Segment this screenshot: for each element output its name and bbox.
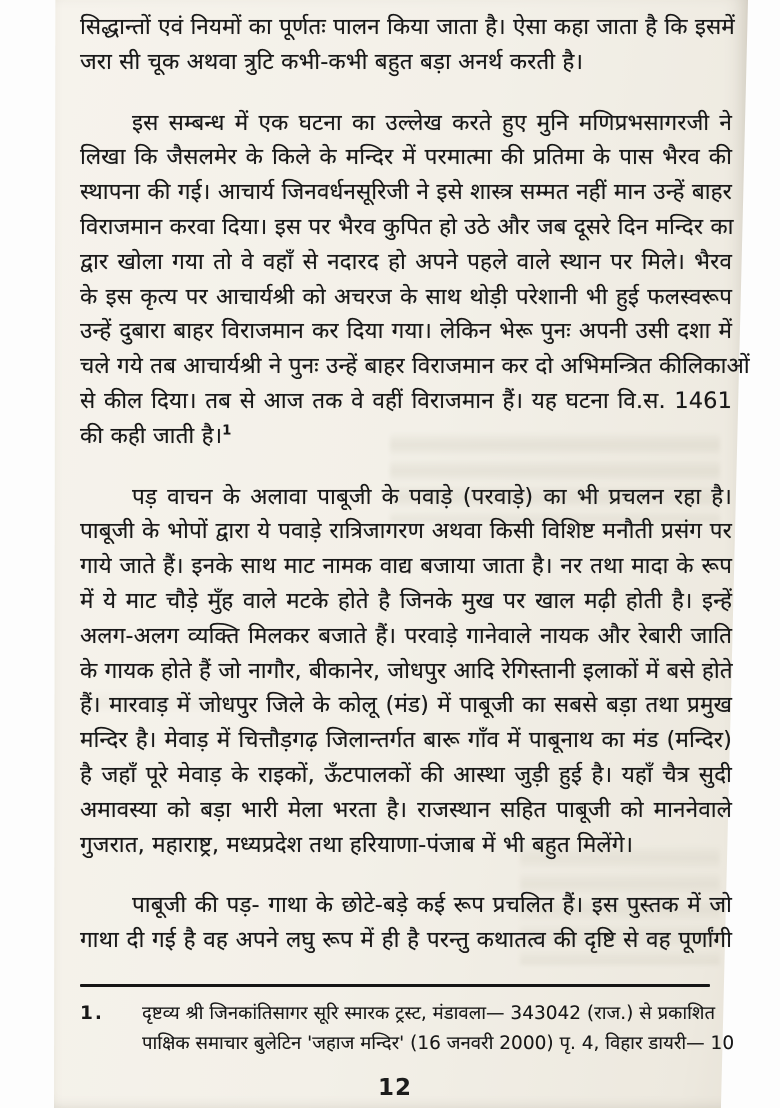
text-line: अलग-अलग व्यक्ति मिलकर बजाते हैं। परवाड़े गानेवाले नायक और रेबारी जाति — [80, 622, 732, 649]
text-line: हैं। मारवाड़ में जोधपुर जिले के कोलू (मंड) में पाबूजी का सबसे बड़ा तथा प्रमुख — [80, 692, 732, 719]
text-line: पड़ वाचन के अलावा पाबूजी के पवाड़े (परवाड़े) का भी प्रचलन रहा है। — [132, 483, 732, 510]
footnote-line: पाक्षिक समाचार बुलेटिन 'जहाज मन्दिर' (16 जनवरी 2000) पृ. 4, विहार डायरी— 10 — [142, 1032, 735, 1054]
text-line: स्थापना की गई। आचार्य जिनवर्धनसूरिजी ने इसे शास्त्र सम्मत नहीं मान उन्हें बाहर — [80, 179, 732, 206]
text-line: पाबूजी के भोपों द्वारा ये पवाड़े रात्रिजागरण अथवा किसी विशिष्ट मनौती प्रसंग पर — [80, 518, 732, 545]
text-line: के गायक होते हैं जो नागौर, बीकानेर, जोधपुर आदि रेगिस्तानी इलाकों में बसे होते — [80, 657, 733, 684]
text-line: में ये माट चौड़े मुँह वाले मटके होते है जिनके मुख पर खाल मढ़ी होती है। इन्हें — [80, 587, 732, 614]
text-line: जरा सी चूक अथवा त्रुटि कभी-कभी बहुत बड़ा अनर्थ करती है। — [80, 48, 584, 75]
text-line: से कील दिया। तब से आज तक वे वहीं विराजमान हैं। यह घटना वि.स. 1461 — [80, 387, 732, 414]
paragraph — [80, 10, 735, 80]
footnote-line: दृष्टव्य श्री जिनकांतिसागर सूरि स्मारक ट्रस्ट, मंडावला— 343042 (राज.) से प्रकाशित — [142, 1002, 716, 1024]
paragraph — [80, 888, 732, 958]
paragraph — [80, 106, 750, 454]
footnote — [80, 999, 735, 1059]
text-line-fragment: की कही जाती है। — [80, 422, 223, 449]
text-line: लिखा कि जैसलमेर के किले के मन्दिर में परमात्मा की प्रतिमा के पास भैरव की — [80, 144, 732, 171]
text-line — [80, 419, 732, 454]
text-line: विराजमान करवा दिया। इस पर भैरव कुपित हो उठे और जब दूसरे दिन मन्दिर का — [80, 213, 734, 240]
footnote-marker: 1. — [80, 1002, 104, 1024]
text-line: गाये जाते हैं। इनके साथ माट नामक वाद्य बजाया जाता है। नर तथा मादा के रूप — [80, 553, 732, 580]
text-line: उन्हें दुबारा बाहर विराजमान कर दिया गया। लेकिन भेरू पुनः अपनी उसी दशा में — [80, 318, 732, 345]
text-line: अमावस्या को बड़ा भारी मेला भरता है। राजस्थान सहित पाबूजी को माननेवाले — [80, 796, 732, 823]
text-line: है जहाँ पूरे मेवाड़ के राइकों, ऊँटपालकों की आस्था जुड़ी हुई है। यहाँ चैत्र सुदी — [80, 761, 732, 788]
text-line: चले गये तब आचार्यश्री ने पुनः उन्हें बाहर विराजमान कर दो अभिमन्त्रित कीलिकाओं — [80, 353, 750, 380]
footnote-separator — [80, 984, 710, 987]
text-line: सिद्धान्तों एवं नियमों का पूर्णतः पालन किया जाता है। ऐसा कहा जाता है कि इसमें — [80, 14, 735, 40]
paragraph — [80, 480, 732, 863]
text-line: के इस कृत्य पर आचार्यश्री को अचरज के साथ थोड़ी परेशानी भी हुई फलस्वरूप — [80, 283, 732, 310]
text-line: द्वार खोला गया तो वे वहाँ से नदारद हो अपने पहले वाले स्थान पर मिले। भैरव — [80, 248, 732, 275]
text-line: गाथा दी गई है वह अपने लघु रूप में ही है परन्तु कथातत्व की दृष्टि से वह पूर्णांगी — [80, 927, 732, 954]
text-line: पाबूजी की पड़- गाथा के छोटे-बड़े कई रूप प्रचलित हैं। इस पुस्तक में जो — [132, 892, 732, 919]
text-line: मन्दिर है। मेवाड़ में चित्तौड़गढ़ जिलान्तर्गत बारू गाँव में पाबूनाथ का मंड (मन्दिर) — [80, 727, 732, 754]
page-text-column — [80, 10, 750, 1101]
footnote-reference-superscript: 1 — [222, 423, 232, 439]
text-line: इस सम्बन्ध में एक घटना का उल्लेख करते हुए मुनि मणिप्रभसागरजी ने — [132, 109, 732, 136]
text-line: गुजरात, महाराष्ट्र, मध्यप्रदेश तथा हरियाणा-पंजाब में भी बहुत मिलेंगे। — [80, 831, 634, 858]
page-number: 12 — [377, 1074, 412, 1101]
footnote-text — [142, 999, 734, 1059]
